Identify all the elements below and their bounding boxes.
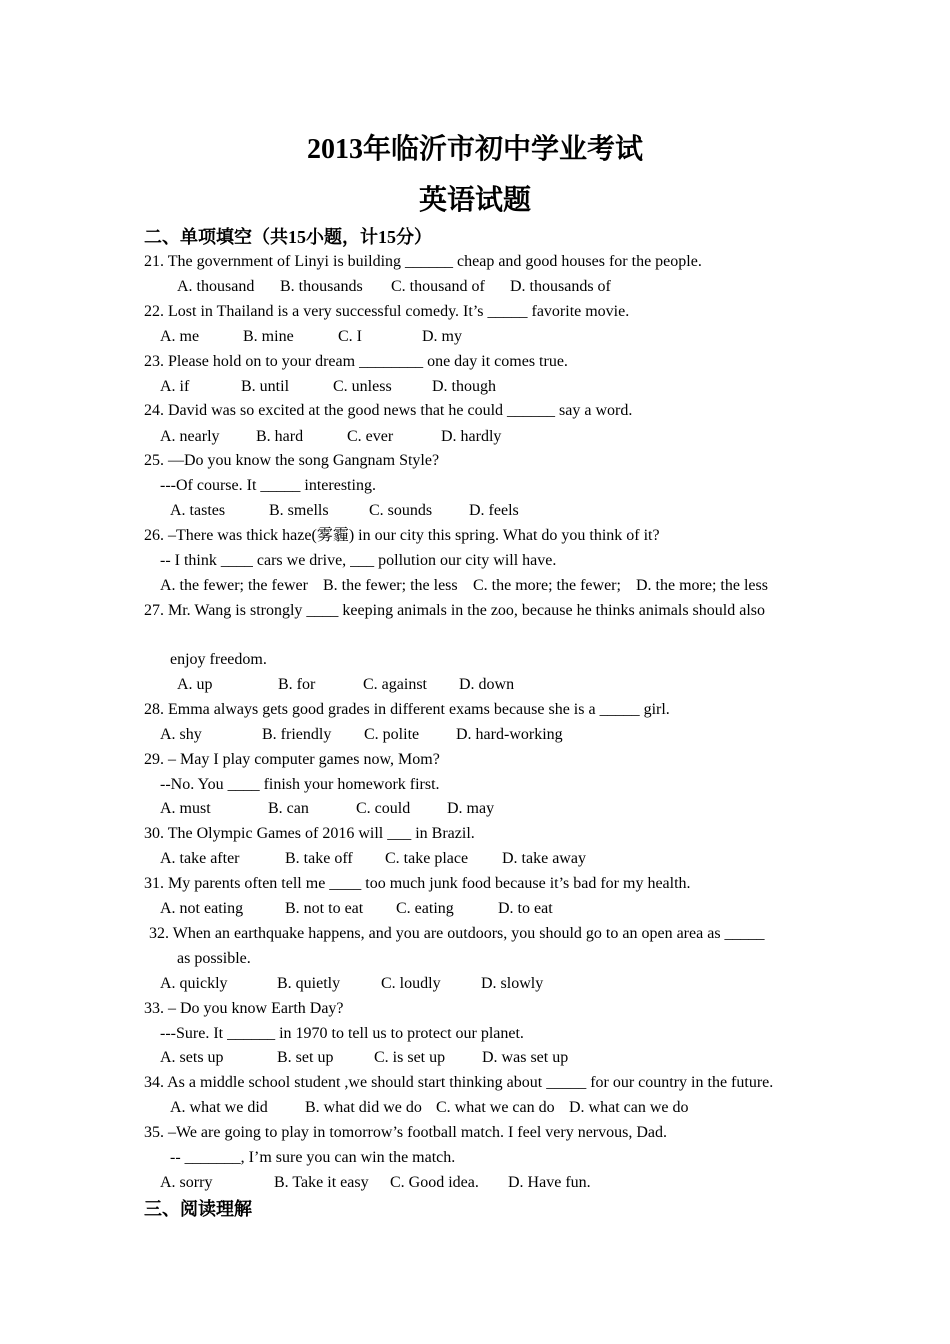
q33-option-c: C. is set up — [374, 1049, 446, 1066]
q24-option-d: D. hardly — [441, 428, 502, 445]
q23-option-c: C. unless — [333, 378, 392, 395]
q26-option-d: D. the more; the less — [636, 577, 768, 594]
question-22-stem: 22. Lost in Thailand is a very successful comedy. It’s _____ favorite movie. — [144, 303, 630, 320]
q23-option-d: D. though — [432, 378, 496, 395]
q34-option-a: A. what we did — [170, 1099, 268, 1116]
question-29-stem: 29. – May I play computer games now, Mom? — [144, 751, 440, 768]
section-heading-single-choice: 二、单项填空（共15小题，计15分） — [144, 227, 432, 247]
q31-option-b: B. not to eat — [285, 900, 364, 917]
q26-option-a: A. the fewer; the fewer — [160, 577, 308, 594]
q27-option-a: A. up — [177, 676, 213, 693]
q34-option-c: C. what we can do — [436, 1099, 555, 1116]
q28-option-b: B. friendly — [262, 726, 332, 743]
document-title: 2013年临沂市初中学业考试 — [306, 134, 643, 165]
section-heading-reading: 三、阅读理解 — [144, 1199, 252, 1219]
q25-option-c: C. sounds — [369, 502, 433, 519]
q22-option-a: A. me — [160, 328, 200, 345]
q27-option-c: C. against — [363, 676, 427, 693]
q22-option-c: C. I — [338, 328, 362, 345]
q23-option-a: A. if — [160, 378, 190, 395]
q22-option-b: B. mine — [243, 328, 294, 345]
q25-option-d: D. feels — [469, 502, 519, 519]
q30-option-b: B. take off — [285, 850, 353, 867]
q32-option-a: A. quickly — [160, 975, 228, 992]
q31-option-a: A. not eating — [160, 900, 244, 917]
question-27-stem: 27. Mr. Wang is strongly ____ keeping animals in the zoo, because he thinks animals should also — [144, 602, 765, 619]
q25-option-a: A. tastes — [170, 502, 226, 519]
q35-option-a: A. sorry — [160, 1174, 213, 1191]
q24-option-c: C. ever — [347, 428, 394, 445]
q28-option-c: C. polite — [364, 726, 420, 743]
question-32-stem: 32. When an earthquake happens, and you are outdoors, you should go to an open area as _____ — [149, 925, 765, 942]
question-21-stem: 21. The government of Linyi is building ______ cheap and good houses for the people. — [144, 253, 702, 270]
q32-option-c: C. loudly — [381, 975, 441, 992]
q26-option-b: B. the fewer; the less — [323, 577, 458, 594]
q33-option-a: A. sets up — [160, 1049, 224, 1066]
q21-option-b: B. thousands — [280, 278, 363, 295]
question-23-stem: 23. Please hold on to your dream ________ one day it comes true. — [144, 353, 568, 370]
q30-option-c: C. take place — [385, 850, 469, 867]
question-24-stem: 24. David was so excited at the good news that he could ______ say a word. — [144, 402, 633, 419]
question-33-stem: 33. – Do you know Earth Day? — [144, 1000, 344, 1017]
question-30-stem: 30. The Olympic Games of 2016 will ___ in Brazil. — [144, 825, 475, 842]
q30-option-d: D. take away — [502, 850, 586, 867]
q35-option-b: B. Take it easy — [274, 1174, 369, 1191]
question-26-stem-cont: -- I think ____ cars we drive, ___ pollution our city will have. — [160, 552, 557, 569]
q29-option-b: B. can — [268, 800, 309, 817]
q24-option-a: A. nearly — [160, 428, 220, 445]
q32-option-d: D. slowly — [481, 975, 544, 992]
q21-option-a: A. thousand — [177, 278, 255, 295]
q33-option-d: D. was set up — [482, 1049, 569, 1066]
q31-option-d: D. to eat — [498, 900, 553, 917]
question-31-stem: 31. My parents often tell me ____ too much junk food because it’s bad for my health. — [144, 875, 691, 892]
q30-option-a: A. take after — [160, 850, 240, 867]
q23-option-b: B. until — [241, 378, 290, 395]
q33-option-b: B. set up — [277, 1049, 334, 1066]
q31-option-c: C. eating — [396, 900, 454, 917]
q21-option-c: C. thousand of — [391, 278, 485, 295]
q22-option-d: D. my — [422, 328, 462, 345]
q26-option-c: C. the more; the fewer; — [473, 577, 621, 594]
q35-option-d: D. Have fun. — [508, 1174, 591, 1191]
question-28-stem: 28. Emma always gets good grades in different exams because she is a _____ girl. — [144, 701, 670, 718]
document-subtitle: 英语试题 — [418, 185, 531, 216]
question-32-stem-cont: as possible. — [177, 950, 251, 967]
q34-option-d: D. what can we do — [569, 1099, 689, 1116]
question-25-stem-cont: ---Of course. It _____ interesting. — [160, 477, 376, 494]
question-34-stem: 34. As a middle school student ,we should start thinking about _____ for our country in the future. — [144, 1074, 774, 1091]
question-27-stem-cont: enjoy freedom. — [170, 651, 267, 668]
q32-option-b: B. quietly — [277, 975, 341, 992]
question-26-stem: 26. –There was thick haze(雾霾) in our city this spring. What do you think of it? — [144, 527, 660, 544]
question-33-stem-cont: ---Sure. It ______ in 1970 to tell us to protect our planet. — [160, 1025, 524, 1042]
q29-option-d: D. may — [447, 800, 495, 817]
question-35-stem: 35. –We are going to play in tomorrow’s football match. I feel very nervous, Dad. — [144, 1124, 668, 1141]
question-25-stem: 25. —Do you know the song Gangnam Style? — [144, 452, 440, 469]
q27-option-d: D. down — [459, 676, 515, 693]
q28-option-a: A. shy — [160, 726, 202, 743]
q21-option-d: D. thousands of — [510, 278, 611, 295]
q35-option-c: C. Good idea. — [390, 1174, 479, 1191]
q27-option-b: B. for — [278, 676, 316, 693]
q29-option-c: C. could — [356, 800, 411, 817]
q24-option-b: B. hard — [256, 428, 304, 445]
q28-option-d: D. hard-working — [456, 726, 563, 743]
q29-option-a: A. must — [160, 800, 211, 817]
q34-option-b: B. what did we do — [305, 1099, 422, 1116]
q25-option-b: B. smells — [269, 502, 329, 519]
question-29-stem-cont: --No. You ____ finish your homework first. — [160, 776, 440, 793]
question-35-stem-cont: -- _______, I’m sure you can win the match. — [170, 1149, 456, 1166]
